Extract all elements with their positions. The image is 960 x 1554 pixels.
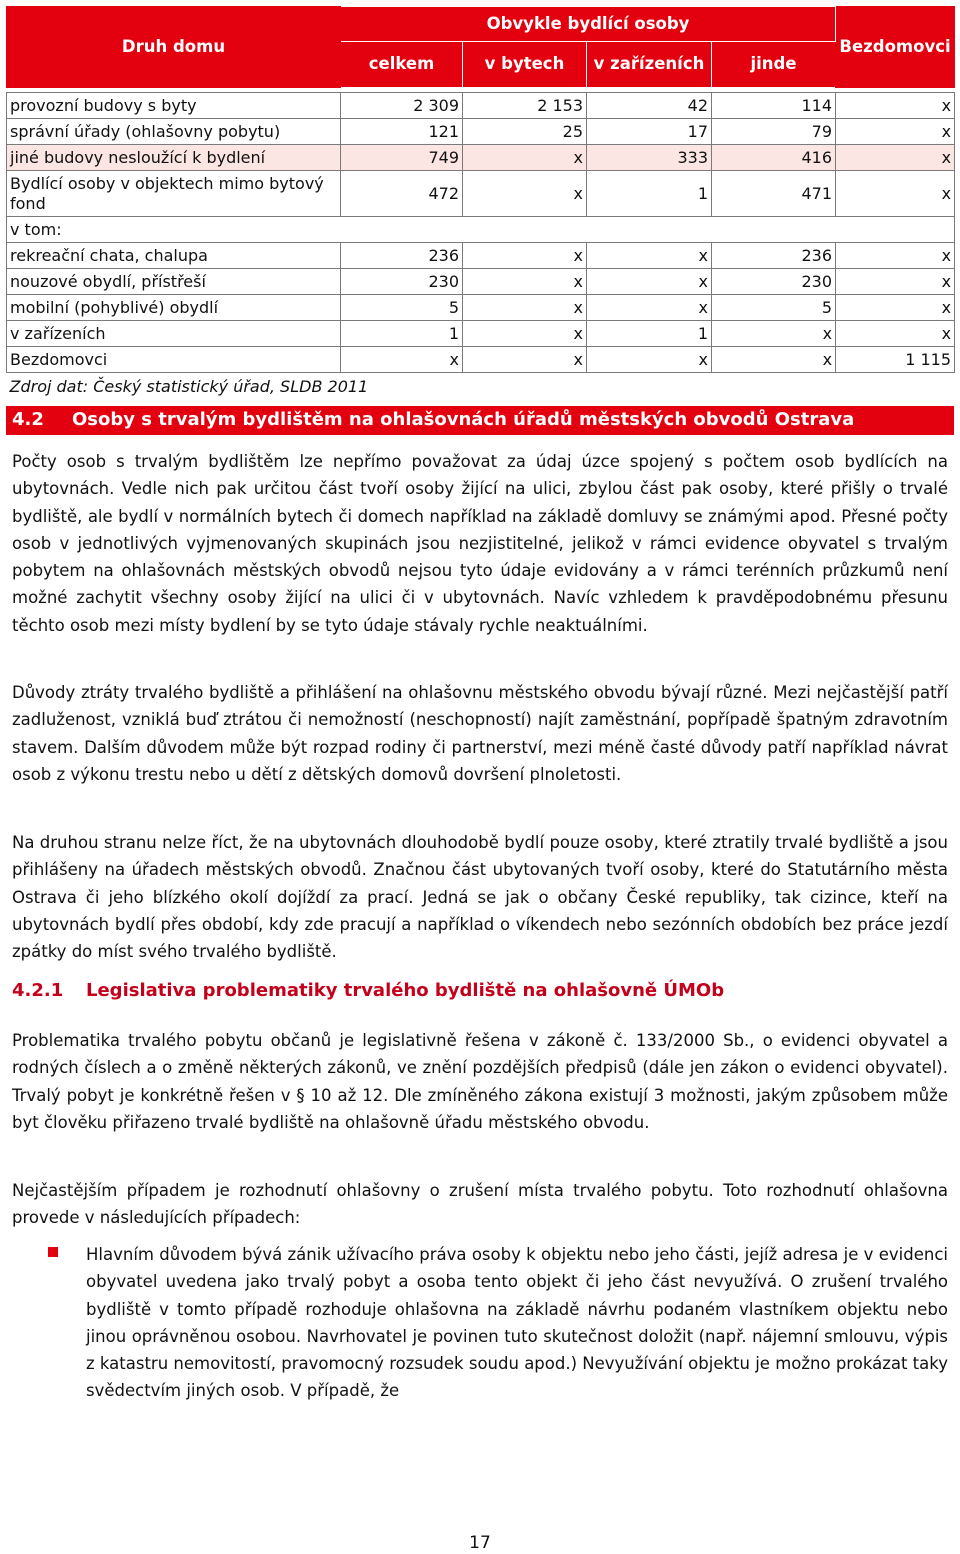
cell-value: 1 bbox=[341, 321, 463, 347]
cell-value: x bbox=[463, 243, 587, 269]
cell-value: x bbox=[712, 321, 836, 347]
cell-value: 2 309 bbox=[341, 93, 463, 119]
cell-value: 5 bbox=[712, 295, 836, 321]
bullet-item: Hlavním důvodem bývá zánik užívacího práva osoby k objektu nebo jeho části, jejíž adresa je v evidenci obyvatel uvedena jako trvalý pobyt a osoba tento objekt či jeho část nevyužívá. O zrušení trvalého bydliště v tomto případě rozhoduje ohlašovna na základě návrhu podaném vlastníkem objektu nebo jinou oprávněnou osobou. Navrhovatel je povinen tuto skutečnost doložit (např. nájemní smlouvu, výpis z katastru nemovitostí, pravomocný rozsudek soudu apod.) Nevyužívání objektu je možno prokázat taky svědectvím jiných osob. V případě, že bbox=[86, 1245, 948, 1401]
bullet-square-icon bbox=[48, 1247, 58, 1257]
cell-value: x bbox=[587, 269, 712, 295]
cell-value: x bbox=[836, 119, 955, 145]
cell-value: x bbox=[463, 269, 587, 295]
cell-value: 236 bbox=[341, 243, 463, 269]
row-label: rekreační chata, chalupa bbox=[7, 243, 341, 269]
section-title: Osoby s trvalým bydlištěm na ohlašovnách úřadů městských obvodů Ostrava bbox=[72, 409, 855, 430]
cell-value: 79 bbox=[712, 119, 836, 145]
section-number: 4.2 bbox=[12, 409, 44, 430]
cell-value: x bbox=[463, 171, 587, 217]
cell-value: x bbox=[712, 347, 836, 373]
cell-value: x bbox=[836, 243, 955, 269]
cell-value: x bbox=[587, 347, 712, 373]
subsection-number: 4.2.1 bbox=[12, 980, 64, 1001]
cell-value: 42 bbox=[587, 93, 712, 119]
cell-value: x bbox=[836, 93, 955, 119]
cell-value: 1 bbox=[587, 171, 712, 217]
cell-value: 416 bbox=[712, 145, 836, 171]
cell-value: 333 bbox=[587, 145, 712, 171]
section-heading bbox=[6, 406, 954, 435]
subsection-heading bbox=[12, 980, 724, 1001]
row-label: v tom: bbox=[7, 217, 955, 243]
table-row bbox=[7, 321, 955, 347]
row-label: provozní budovy s byty bbox=[7, 93, 341, 119]
cell-value: 17 bbox=[587, 119, 712, 145]
page-number: 17 bbox=[469, 1533, 491, 1553]
table-row bbox=[7, 171, 955, 217]
row-label: Bezdomovci bbox=[7, 347, 341, 373]
table-row bbox=[7, 269, 955, 295]
cell-value: 749 bbox=[341, 145, 463, 171]
cell-value: 472 bbox=[341, 171, 463, 217]
cell-value: x bbox=[587, 243, 712, 269]
cell-value: x bbox=[587, 295, 712, 321]
header-obvykle-bydlici: Obvykle bydlící osoby bbox=[341, 7, 836, 42]
table-row bbox=[7, 119, 955, 145]
table-row bbox=[7, 93, 955, 119]
cell-value: x bbox=[836, 295, 955, 321]
paragraph: Důvody ztráty trvalého bydliště a přihlášení na ohlašovnu městského obvodu bývají různé. Mezi nejčastější patří zadluženost, vzniklá buď ztrátou či nemožností (neschopností) najít zaměstnání, popřípadě špatným zdravotním stavem. Dalším důvodem může být rozpad rodiny či partnerství, mezi méně časté důvody patří například návrat osob z výkonu trestu nebo u dětí z dětských domovů dovršení plnoletosti. bbox=[12, 683, 948, 784]
header-bezdomovci: Bezdomovci bbox=[836, 7, 955, 88]
cell-value: 2 153 bbox=[463, 93, 587, 119]
table-row bbox=[7, 347, 955, 373]
cell-value: 121 bbox=[341, 119, 463, 145]
cell-value: x bbox=[836, 171, 955, 217]
table-source-row bbox=[7, 373, 955, 402]
subsection-title: Legislativa problematiky trvalého bydliště na ohlašovně ÚMOb bbox=[86, 980, 725, 1001]
table-row bbox=[7, 295, 955, 321]
row-label: správní úřady (ohlašovny pobytu) bbox=[7, 119, 341, 145]
housing-table bbox=[6, 6, 955, 401]
cell-value: x bbox=[463, 145, 587, 171]
header-v-bytech: v bytech bbox=[463, 41, 587, 87]
header-druh-domu: Druh domu bbox=[7, 7, 341, 88]
table-row bbox=[7, 217, 955, 243]
table-row bbox=[7, 145, 955, 171]
cell-value: 1 115 bbox=[836, 347, 955, 373]
cell-value: x bbox=[836, 321, 955, 347]
table-source: Zdroj dat: Český statistický úřad, SLDB 2011 bbox=[9, 377, 369, 396]
row-label: Bydlící osoby v objektech mimo bytový fond bbox=[7, 171, 341, 217]
paragraph: Na druhou stranu nelze říct, že na ubytovnách dlouhodobě bydlí pouze osoby, které ztratily trvalé bydliště a jsou přihlášeny na úřadech městských obvodů. Značnou část ubytovaných tvoří osoby, které do Statutárního města Ostrava či jeho blízkého okolí dojíždí za prací. Jedná se jak o občany České republiky, tak cizince, kteří na ubytovnách bydlí přes období, kdy zde pracují a například o víkendech nebo sezónních obdobích bez práce jezdí zpátky do míst svého trvalého bydliště. bbox=[12, 833, 948, 962]
table-row bbox=[7, 243, 955, 269]
cell-value: 471 bbox=[712, 171, 836, 217]
row-label: jiné budovy nesloužící k bydlení bbox=[7, 145, 341, 171]
cell-value: x bbox=[836, 145, 955, 171]
cell-value: x bbox=[836, 269, 955, 295]
cell-value: x bbox=[463, 347, 587, 373]
row-label: nouzové obydlí, přístřeší bbox=[7, 269, 341, 295]
header-v-zarizenich: v zařízeních bbox=[587, 41, 712, 87]
cell-value: 236 bbox=[712, 243, 836, 269]
cell-value: 230 bbox=[341, 269, 463, 295]
cell-value: 5 bbox=[341, 295, 463, 321]
header-jinde: jinde bbox=[712, 41, 836, 87]
cell-value: 114 bbox=[712, 93, 836, 119]
cell-value: x bbox=[341, 347, 463, 373]
cell-value: 230 bbox=[712, 269, 836, 295]
paragraph: Nejčastějším případem je rozhodnutí ohlašovny o zrušení místa trvalého pobytu. Toto rozhodnutí ohlašovna provede v následujících případech: bbox=[12, 1181, 948, 1228]
paragraph: Počty osob s trvalým bydlištěm lze nepřímo považovat za údaj úzce spojený s počtem osob bydlících na ubytovnách. Vedle nich pak určitou část tvoří osoby žijící na ulici, zbylou část pak osoby, které přišly o trvalé bydliště, ale bydlí v normálních bytech či domech například na základě domluvy se známými apod. Přesné počty osob v jednotlivých vyjmenovaných skupinách jsou nezjistitelné, jelikož v rámci evidence obyvatel s trvalým pobytem na ohlašovnách městských obvodů nejsou tyto údaje evidovány a v rámci terénních průzkumů není možné zachytit všechny osoby žijící na ulici či v ubytovnách. Navíc vzhledem k pravděpodobnému přesunu těchto osob mezi místy bydlení by se tyto údaje stávaly rychle neaktuálními. bbox=[12, 452, 948, 635]
cell-value: 25 bbox=[463, 119, 587, 145]
paragraph: Problematika trvalého pobytu občanů je legislativně řešena v zákoně č. 133/2000 Sb., o evidenci obyvatel a rodných číslech a o změně některých zákonů, ve znění pozdějších předpisů (dále jen zákon o evidenci obyvatel). Trvalý pobyt je konkrétně řešen v § 10 až 12. Dle zmíněného zákona existují 3 možnosti, jakým způsobem může byt člověku přiřazeno trvalé bydliště na ohlašovně úřadu městského obvodu. bbox=[12, 1031, 948, 1132]
header-celkem: celkem bbox=[341, 41, 463, 87]
row-label: v zařízeních bbox=[7, 321, 341, 347]
cell-value: x bbox=[463, 295, 587, 321]
cell-value: 1 bbox=[587, 321, 712, 347]
row-label: mobilní (pohyblivé) obydlí bbox=[7, 295, 341, 321]
cell-value: x bbox=[463, 321, 587, 347]
